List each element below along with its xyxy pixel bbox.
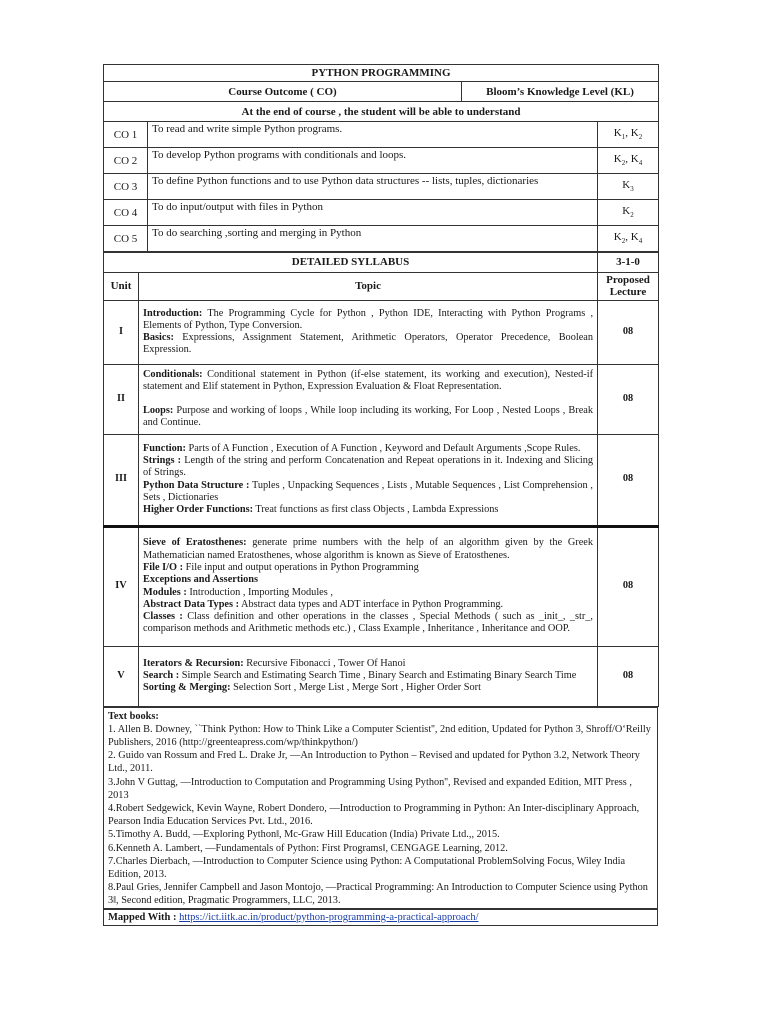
textbook-entry: 7.Charles Dierbach, —Introduction to Computer Science using Python: A Computational ProblemSolving Focus, Wiley India Edition, 2013.	[108, 855, 626, 881]
blooms-level-header: Bloom’s Knowledge Level (KL)	[462, 82, 659, 102]
outcome-row	[104, 148, 659, 174]
unit-number: I	[104, 300, 139, 364]
outcome-text: To read and write simple Python programs.	[148, 122, 598, 148]
textbook-entry: 5.Timothy A. Budd, —Exploring Python‖, Mc-Graw Hill Education (India) Private Ltd.,, 2015.	[108, 829, 500, 841]
outcome-text: To define Python functions and to use Python data structures -- lists, tuples, dictionaries	[148, 174, 598, 200]
textbook-entry: 4.Robert Sedgewick, Kevin Wayne, Robert Dondero, —Introduction to Programming in Python: An Inter-disciplinary Approach, Pearson India Education Services Pvt. Ltd., 2016.	[108, 803, 640, 828]
mapped-with-table	[103, 909, 658, 926]
course-outcome-header: Course Outcome ( CO)	[104, 82, 462, 102]
unit-row	[104, 300, 659, 364]
unit-lectures: 08	[598, 526, 659, 646]
unit-row	[104, 646, 659, 706]
unit-topic: Function: Parts of A Function , Execution of A Function , Keyword and Default Arguments ,Scope Rules. Strings : Length of the string and perform Concatenation and Repeat operations in it. Indexing and Slicing of Strings. Python Data Structure : Tuples , Unpacking Sequences , Lists , Mutable Sequences , List Comprehension , Sets , Dictionaries Higher Order Functions: Treat functions as first class Objects , Lambda Expressions	[139, 434, 598, 526]
unit-topic: Sieve of Eratosthenes: generate prime numbers with the help of an algorithm given by the Greek Mathematician named Eratosthenes, whose algorithm is known as Sieve of Eratosthenes. File I/O : File input and output operations in Python Programming Exceptions and Assertions Modules : Introduction , Importing Modules , Abstract Data Types : Abstract data types and ADT interface in Python Programming. Classes : Class definition and other operations in the classes , Special Methods ( such as _init_, _str_, comparison methods and Arithmetic methods etc.) , Class Example , Inheritance , Inheritance and OOP.	[139, 526, 598, 646]
course-title: PYTHON PROGRAMMING	[104, 65, 659, 82]
outcome-code: CO 2	[104, 148, 148, 174]
outcome-text: To do searching ,sorting and merging in Python	[148, 226, 598, 252]
outcome-code: CO 4	[104, 200, 148, 226]
textbook-entry: 8.Paul Gries, Jennifer Campbell and Jason Montojo, —Practical Programming: An Introduction to Computer Science using Python 3‖, Second edition, Pragmatic Programmers, LLC, 2013.	[108, 882, 648, 907]
outcome-row	[104, 174, 659, 200]
unit-lectures: 08	[598, 364, 659, 434]
unit-number: IV	[104, 526, 139, 646]
course-outcome-table	[103, 64, 659, 252]
textbook-entry: 1. Allen B. Downey, ``Think Python: How to Think Like a Computer Scientist'', 2nd edition, Updated for Python 3, Shroff/O‘Reilly Publishers, 2016 (http://greenteapress.com/wp/thinkpython/)	[108, 723, 651, 748]
unit-column-header: Unit	[104, 273, 139, 301]
unit-topic: Introduction: The Programming Cycle for Python , Python IDE, Interacting with Python Programs , Elements of Python, Type Conversion. Basics: Expressions, Assignment Statement, Arithmetic Operators, Operator Precedence, Boolean Expression.	[139, 300, 598, 364]
outcome-code: CO 1	[104, 122, 148, 148]
outcome-row	[104, 200, 659, 226]
detailed-syllabus-heading: DETAILED SYLLABUS	[104, 253, 598, 273]
unit-row	[104, 434, 659, 526]
textbooks-table	[103, 707, 658, 909]
unit-topic: Conditionals: Conditional statement in Python (if-else statement, its working and execution), Nested-if statement and Elif statement in Python, Expression Evaluation & Float Representation. Loops: Purpose and working of loops , While loop including its working, For Loop , Nested Loops , Break and Continue.	[139, 364, 598, 434]
ltp-value: 3-1-0	[598, 253, 659, 273]
knowledge-level: $K_2$, $K_4$	[598, 226, 659, 252]
mapped-with-cell	[104, 909, 658, 925]
unit-lectures: 08	[598, 646, 659, 706]
textbooks-cell	[104, 707, 658, 908]
lecture-column-header: Proposed Lecture	[598, 273, 659, 301]
textbooks-heading: Text books:	[108, 710, 159, 722]
outcome-row	[104, 122, 659, 148]
outcome-text: To do input/output with files in Python	[148, 200, 598, 226]
unit-number: V	[104, 646, 139, 706]
unit-row	[104, 364, 659, 434]
unit-row	[104, 526, 659, 646]
mapped-with-link[interactable]: https://ict.iitk.ac.in/product/python-programming-a-practical-approach/	[179, 911, 479, 923]
textbook-entry: 2. Guido van Rossum and Fred L. Drake Jr, —An Introduction to Python – Revised and updated for Python 3.2, Network Theory Ltd., 2011.	[108, 750, 640, 775]
unit-lectures: 08	[598, 434, 659, 526]
knowledge-level: $K_2$, $K_4$	[598, 148, 659, 174]
end-of-course-header: At the end of course , the student will be able to understand	[104, 102, 659, 122]
unit-lectures: 08	[598, 300, 659, 364]
knowledge-level: $K_2$	[598, 200, 659, 226]
unit-number: III	[104, 434, 139, 526]
knowledge-level: $K_1$, $K_2$	[598, 122, 659, 148]
textbook-entry: 6.Kenneth A. Lambert, —Fundamentals of Python: First Programs‖, CENGAGE Learning, 2012.	[108, 842, 508, 854]
unit-topic: Iterators & Recursion: Recursive Fibonacci , Tower Of Hanoi Search : Simple Search and Estimating Search Time , Binary Search and Estimating Binary Search Time Sorting & Merging: Selection Sort , Merge List , Merge Sort , Higher Order Sort	[139, 646, 598, 706]
outcome-code: CO 5	[104, 226, 148, 252]
textbook-entry: 3.John V Guttag, —Introduction to Computation and Programming Using Python'', Revised and expanded Edition, MIT Press , 2013	[108, 776, 632, 801]
syllabus-document	[103, 64, 658, 926]
outcome-row	[104, 226, 659, 252]
knowledge-level: $K_3$	[598, 174, 659, 200]
unit-number: II	[104, 364, 139, 434]
outcome-code: CO 3	[104, 174, 148, 200]
mapped-with-label: Mapped With :	[108, 911, 177, 923]
outcome-text: To develop Python programs with conditionals and loops.	[148, 148, 598, 174]
detailed-syllabus-table	[103, 252, 659, 707]
topic-column-header: Topic	[139, 273, 598, 301]
